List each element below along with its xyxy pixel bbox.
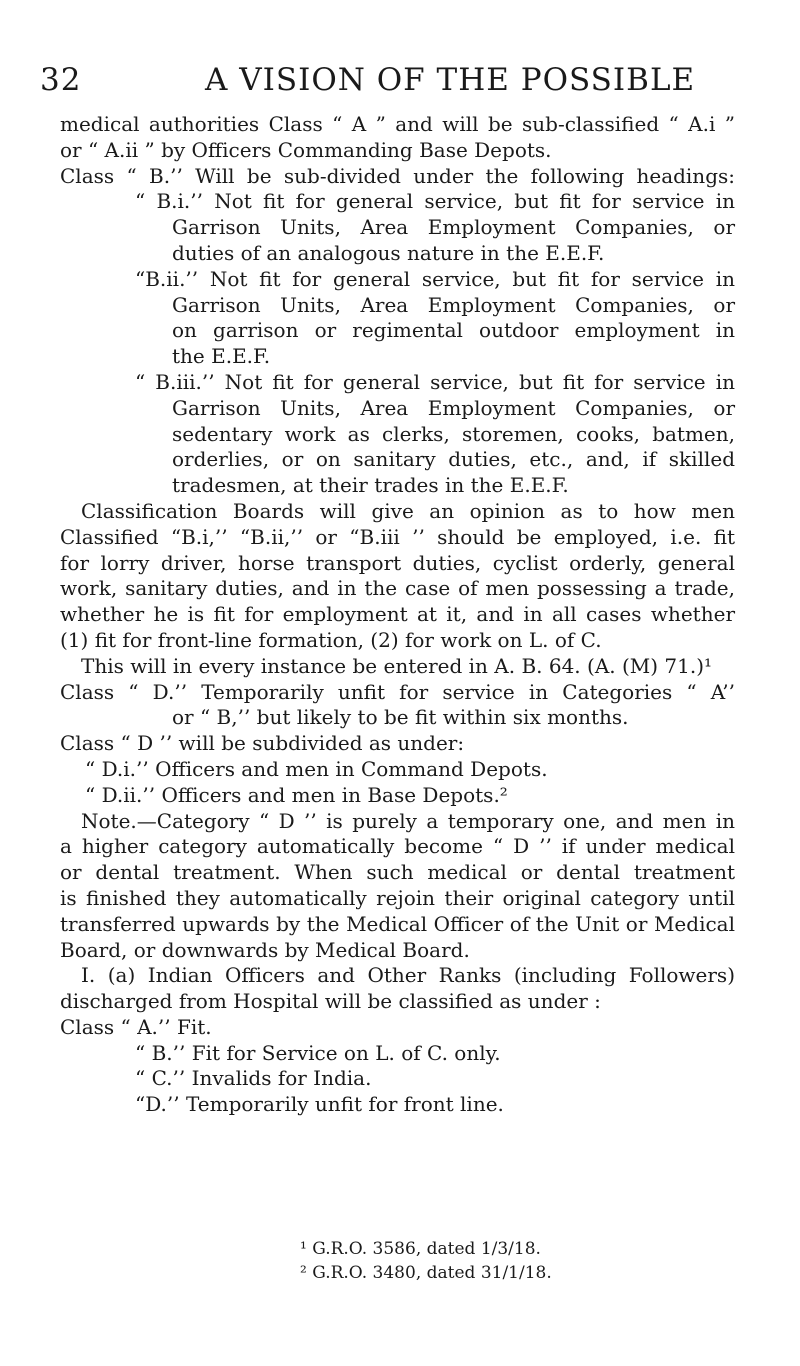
sub-class-line: “B.ii.’’ Not fit for general service, but fit for service in (135, 266, 735, 291)
text-line: tradesmen, at their trades in the E.E.F. (172, 473, 569, 498)
body-text (60, 112, 735, 1118)
text-line: I. (a) Indian Officers and Other Ranks (including Followers) (81, 963, 735, 988)
running-title: A VISION OF THE POSSIBLE (205, 62, 696, 98)
text-line: Garrison Units, Area Employment Companies, or (172, 215, 735, 240)
text-line: transferred upwards by the Medical Officer of the Unit or Medical (60, 911, 735, 936)
text-line: work, sanitary duties, and in the case of men possessing a trade, (60, 576, 735, 601)
sub-class-line: “ D.i.’’ Officers and men in Command Depots. (85, 756, 548, 781)
sub-class-line: “ D.ii.’’ Officers and men in Base Depots.² (85, 782, 508, 807)
text-line: duties of an analogous nature in the E.E.F. (172, 240, 605, 265)
text-line: on garrison or regimental outdoor employment in (172, 318, 735, 343)
text-line: is finished they automatically rejoin their original category until (60, 885, 735, 910)
text-line: Garrison Units, Area Employment Companies, or (172, 292, 735, 317)
sub-class-line: “D.’’ Temporarily unfit for front line. (135, 1092, 504, 1117)
footnote: ² G.R.O. 3480, dated 31/1/18. (300, 1263, 552, 1283)
text-line: whether he is fit for employment at it, and in all cases whether (60, 602, 735, 627)
text-line: Board, or downwards by Medical Board. (60, 937, 470, 962)
text-line: (1) fit for front-line formation, (2) for work on L. of C. (60, 627, 602, 652)
class-heading: Class “ A.’’ Fit. (60, 1014, 212, 1039)
running-header (40, 62, 760, 102)
text-line: discharged from Hospital will be classified as under : (60, 989, 601, 1014)
text-line: a higher category automatically become “ D ’’ if under medical (60, 834, 735, 859)
note-line: Note.—Category “ D ’’ is purely a temporary one, and men in (81, 808, 735, 833)
text-line: for lorry driver, horse transport duties, cyclist orderly, general (60, 550, 735, 575)
class-heading: Class “ B.’’ Will be sub-divided under the following headings: (60, 163, 735, 188)
sub-class-line: “ B.i.’’ Not fit for general service, but fit for service in (135, 189, 735, 214)
text-line: Classification Boards will give an opinion as to how men (81, 498, 735, 523)
text-line: or “ B,’’ but likely to be fit within six months. (172, 705, 629, 730)
footnote: ¹ G.R.O. 3586, dated 1/3/18. (300, 1239, 541, 1259)
sub-class-line: “ B.’’ Fit for Service on L. of C. only. (135, 1040, 501, 1065)
text-line: Classified “B.i,’’ “B.ii,’’ or “B.iii ’’ should be employed, i.e. fit (60, 524, 735, 549)
text-line: or dental treatment. When such medical or dental treatment (60, 860, 735, 885)
text-line: medical authorities Class “ A ” and will be sub-classified “ A.i ” (60, 112, 735, 136)
text-line: sedentary work as clerks, storemen, cooks, batmen, (172, 421, 735, 446)
text-line: Garrison Units, Area Employment Companies, or (172, 395, 735, 420)
class-heading: Class “ D ’’ will be subdivided as under: (60, 731, 465, 756)
class-heading: Class “ D.’’ Temporarily unfit for service in Categories “ A’’ (60, 679, 735, 704)
text-line: This will in every instance be entered in A. B. 64. (A. (M) 71.)¹ (81, 653, 713, 678)
sub-class-line: “ C.’’ Invalids for India. (135, 1066, 372, 1091)
footnotes (60, 1237, 735, 1285)
page-number: 32 (40, 62, 82, 98)
sub-class-line: “ B.iii.’’ Not fit for general service, but fit for service in (135, 369, 735, 394)
text-line: or “ A.ii ” by Officers Commanding Base Depots. (60, 137, 552, 162)
text-line: orderlies, or on sanitary duties, etc., and, if skilled (172, 447, 735, 472)
text-line: the E.E.F. (172, 344, 271, 369)
